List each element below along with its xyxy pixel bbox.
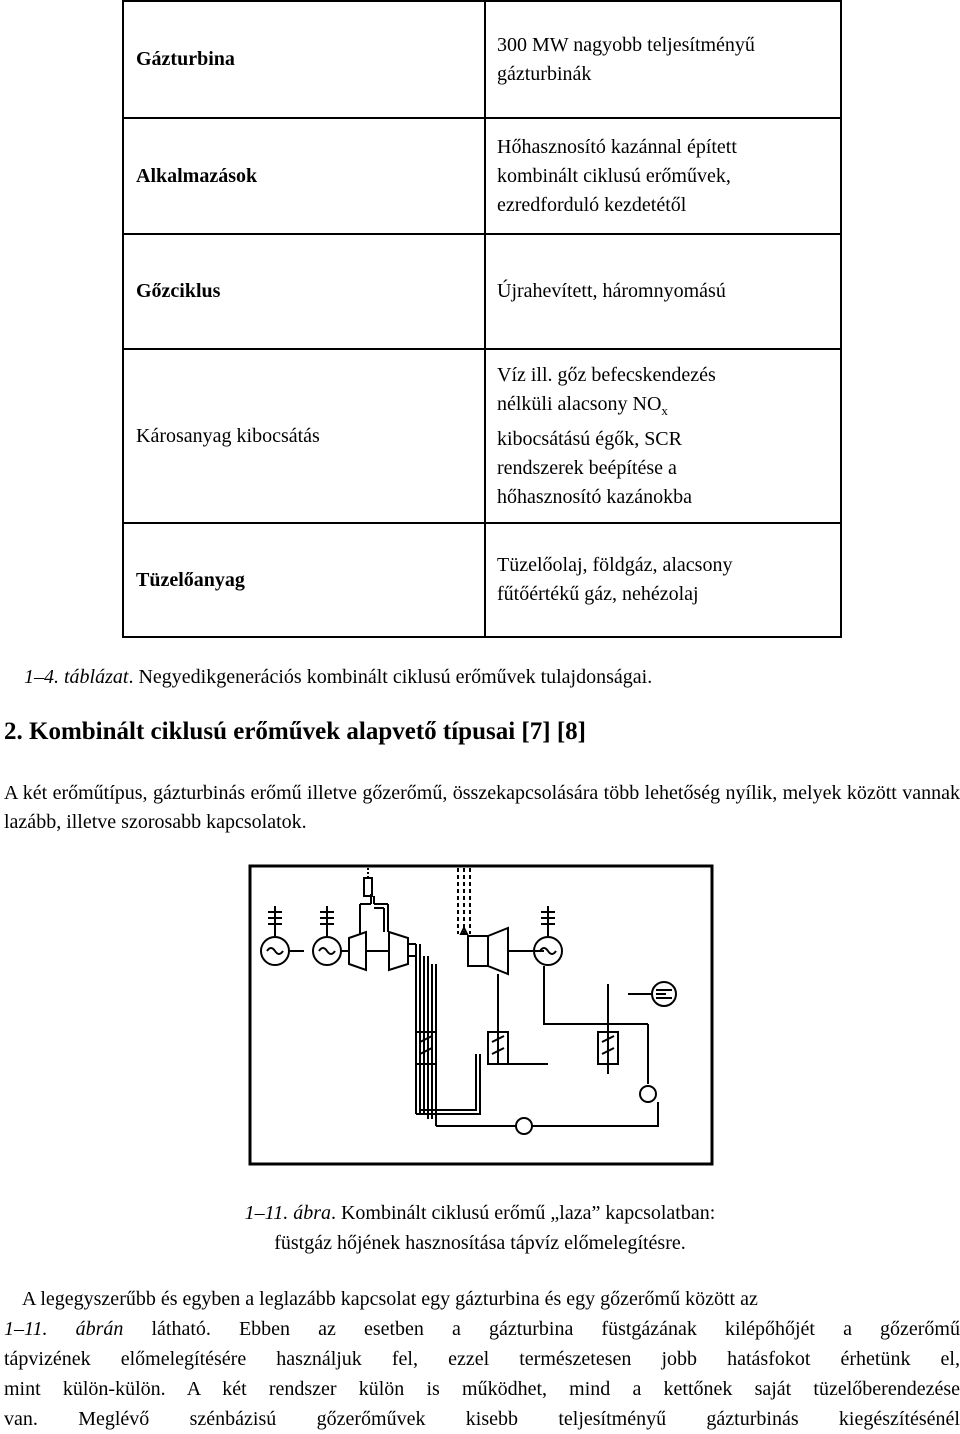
steam-turbine-icon: [468, 928, 544, 974]
steam-generator-icon: [534, 906, 562, 965]
feedwater-heater-icon: [416, 1032, 618, 1064]
table-value-cell: Hőhasznosító kazánnal épített kombinált ciklusú erőművek, ezredforduló kezdetétől: [485, 118, 841, 234]
motor-icon: [313, 906, 349, 965]
gas-turbine-icon: [366, 932, 416, 970]
table-value-cell: Újrahevített, háromnyomású: [485, 234, 841, 349]
table-key-cell: Tüzelőanyag: [123, 523, 485, 637]
table-key-cell: Gázturbina: [123, 1, 485, 118]
table-value-cell: 300 MW nagyobb teljesítményű gázturbinák: [485, 1, 841, 118]
condenser-icon: [628, 982, 676, 1006]
table-key-cell: Alkalmazások: [123, 118, 485, 234]
combustion-chamber: [360, 868, 388, 932]
generator-icon: [261, 906, 304, 965]
steam-piping: [498, 966, 648, 1084]
compressor-icon: [349, 904, 366, 970]
table-caption: 1–4. táblázat. Negyedikgenerációs kombinált ciklusú erőművek tulajdonságai.: [24, 666, 653, 688]
table-value-cell: Víz ill. gőz befecskendezés nélküli alacsony $NO_x$ kibocsátású égők, SCR rendszerek beépítése a hőhasznosító kazánokba: [485, 349, 841, 523]
paragraph: A két erőműtípus, gázturbinás erőmű illetve gőzerőmű, összekapcsolására több lehetőség nyílik, melyek között vannak lazább, illetve szorosabb kapcsolatok.: [4, 782, 960, 833]
properties-table: [122, 0, 842, 638]
figure-reference: 1–11. ábrán: [4, 1318, 124, 1340]
paragraph: A legegyszerűbb és egyben a leglazább kapcsolat egy gázturbina és egy gőzerőmű között az 1–11. ábrán látható. Ebben az esetben a gázturbina füstgázának kilépőhőjét a gőzerőmű tápvizének előmelegítésére használjuk fel, ezzel természetesen jobb hatásfokot érhetünk el, mint külön-külön. A két rendszer külön is működhet, mind a kettőnek saját tüzelőberendezése van. Meglévő szénbázisú gőzerőművek kisebb teljesítményű gázturbinás kiegészítésénél: [4, 1288, 960, 1430]
table-value-cell: Tüzelőolaj, földgáz, alacsony fűtőértékű gáz, nehézolaj: [485, 523, 841, 637]
table-key-cell: Gőzciklus: [123, 234, 485, 349]
stack-icon: [458, 868, 470, 934]
section-heading: 2. Kombinált ciklusú erőművek alapvető típusai [7] [8]: [4, 718, 586, 745]
figure-caption: 1–11. ábra. Kombinált ciklusú erőmű „laza” kapcsolatban: füstgáz hőjének hasznosítása tápvíz előmelegítésre.: [244, 1202, 716, 1254]
table-key-cell: Károsanyag kibocsátás: [123, 349, 485, 523]
combined-cycle-diagram: [248, 864, 714, 1166]
pump-icon: [436, 1064, 658, 1134]
